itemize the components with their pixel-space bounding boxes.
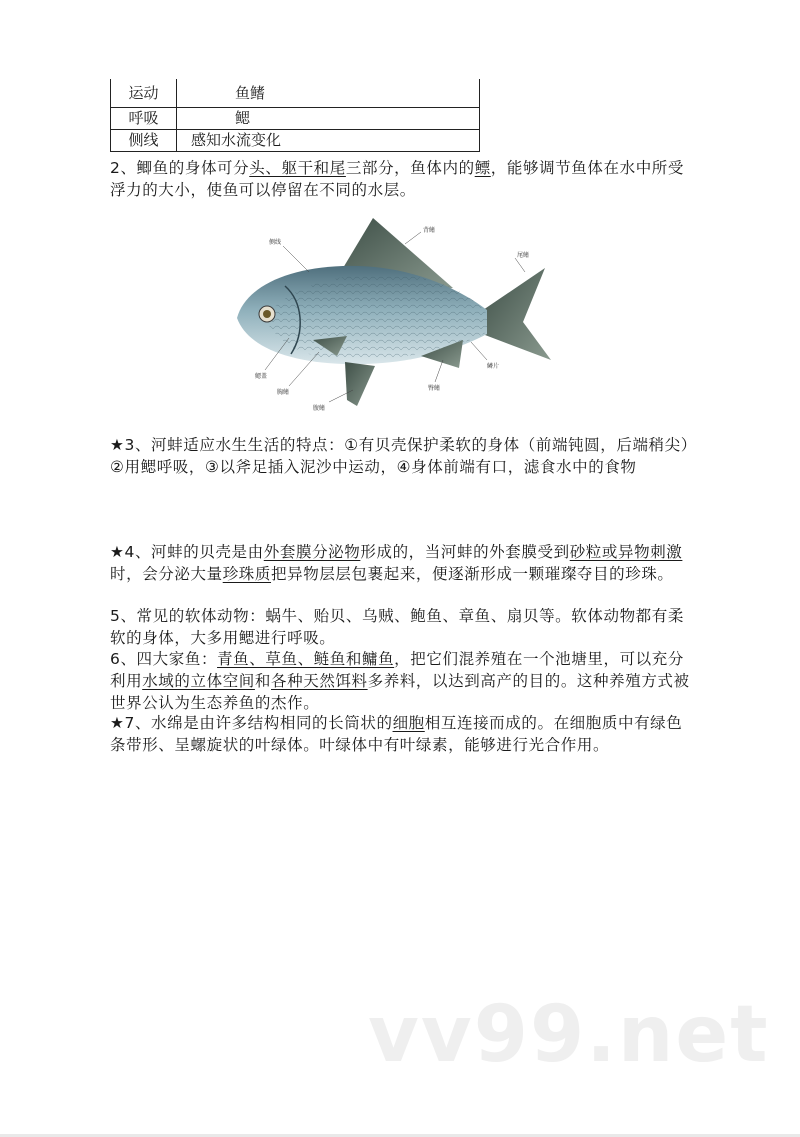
p4-underline-stimulus: 砂粒或异物刺激 xyxy=(569,543,683,561)
p2-underline-swim-bladder: 鳔 xyxy=(474,159,491,177)
p4-underline-mantle-secretion: 外套膜分泌物 xyxy=(263,543,361,561)
top-band xyxy=(0,0,800,69)
p2-text-e: ，能够调节鱼体在水中所受浮力的大小，使鱼可以停留在不同的水层。 xyxy=(110,159,684,199)
paragraph-4-mussel-pearl xyxy=(110,541,695,585)
p7-underline-cell: 细胞 xyxy=(392,714,425,732)
table-cell-organ: 呼吸 xyxy=(111,108,177,130)
leader-tail-fin xyxy=(515,258,525,272)
table-row xyxy=(111,130,480,152)
leader-scales xyxy=(471,342,487,360)
cell-value-text: 鳃 xyxy=(235,109,251,127)
p4-text-c: 形成的，当河蚌的外套膜受到 xyxy=(360,543,570,561)
paragraph-2-crucian-carp xyxy=(110,157,695,201)
paragraph-7-spirogyra xyxy=(110,712,695,756)
p7-text-c: 相互连接而成的。在细胞质中有绿色条带形、呈螺旋状的叶绿体。叶绿体中有叶绿素，能够进行光合作用。 xyxy=(110,714,683,754)
table-cell-value xyxy=(177,108,480,130)
paragraph-6-four-carps xyxy=(110,648,695,714)
p6-underline-water-space: 水域的立体空间 xyxy=(142,672,255,690)
table-row xyxy=(111,108,480,130)
p7-text-a: ★7、水绵是由许多结构相同的长筒状的 xyxy=(110,714,393,732)
label-tail-fin: 尾鳍 xyxy=(517,252,530,259)
fish-illustration xyxy=(225,210,565,420)
p6-text-c: ，把它们混养殖在一个池塘里，可以充分利用 xyxy=(110,650,684,690)
label-scales: 鳞片 xyxy=(487,363,500,370)
p4-underline-nacre: 珍珠质 xyxy=(222,565,272,583)
table-cell-organ: 运动 xyxy=(111,79,177,108)
leader-lateral-line xyxy=(283,246,309,272)
label-pectoral-fin: 胸鳍 xyxy=(277,389,290,396)
cell-value-text: 感知水流变化 xyxy=(191,131,282,149)
table-row xyxy=(111,79,480,108)
p6-text-g: 多养料，以达到高产的目的。这种养殖方式被世界公认为生态养鱼的杰作。 xyxy=(110,672,690,712)
p6-underline-natural-feed: 各种天然饵料 xyxy=(271,672,368,690)
label-anal-fin: 臀鳍 xyxy=(428,385,441,392)
pelvic-fin xyxy=(345,362,375,406)
fish-diagram xyxy=(225,210,565,420)
p6-text-e: 和 xyxy=(254,672,272,690)
label-dorsal-fin: 背鳍 xyxy=(423,227,436,234)
organ-function-table xyxy=(110,79,480,152)
table-cell-value xyxy=(177,79,480,108)
p2-text-c: 三部分，鱼体内的 xyxy=(345,159,475,177)
p2-text-a: 2、鲫鱼的身体可分 xyxy=(110,159,250,177)
label-gill-cover: 鳃盖 xyxy=(255,373,268,380)
paragraph-5-molluscs: 5、常见的软体动物：蜗牛、贻贝、乌贼、鲍鱼、章鱼、扇贝等。软体动物都有柔软的身体，大多用鳃进行呼吸。 xyxy=(110,607,684,647)
label-pelvic-fin: 腹鳍 xyxy=(313,405,326,412)
p4-text-e: 时，会分泌大量 xyxy=(110,565,223,583)
p4-text-g: 把异物层层包裹起来，便逐渐形成一颗璀璨夺目的珍珠。 xyxy=(271,565,674,583)
p2-underline-body-parts: 头、躯干和尾 xyxy=(249,159,346,177)
paragraph-3-mussel-adaptation: ★3、河蚌适应水生生活的特点：①有贝壳保护柔软的身体（前端钝圆，后端稍尖）②用鳃呼吸，③以斧足插入泥沙中运动，④身体前端有口，滤食水中的食物 xyxy=(110,436,690,476)
label-lateral-line: 侧线 xyxy=(269,239,282,246)
leader-dorsal-fin xyxy=(405,232,421,244)
p6-underline-fish-names: 青鱼、草鱼、鲢鱼和鳙鱼 xyxy=(217,650,395,668)
fish-pupil xyxy=(263,310,271,318)
leader-anal-fin xyxy=(435,360,443,382)
tail-fin xyxy=(483,268,551,360)
cell-value-text: 鱼鳍 xyxy=(235,83,266,102)
watermark: vv99.net xyxy=(368,990,770,1080)
table-cell-value xyxy=(177,130,480,152)
p6-text-a: 6、四大家鱼： xyxy=(110,650,218,668)
table-cell-organ: 侧线 xyxy=(111,130,177,152)
p4-text-a: ★4、河蚌的贝壳是由 xyxy=(110,543,264,561)
